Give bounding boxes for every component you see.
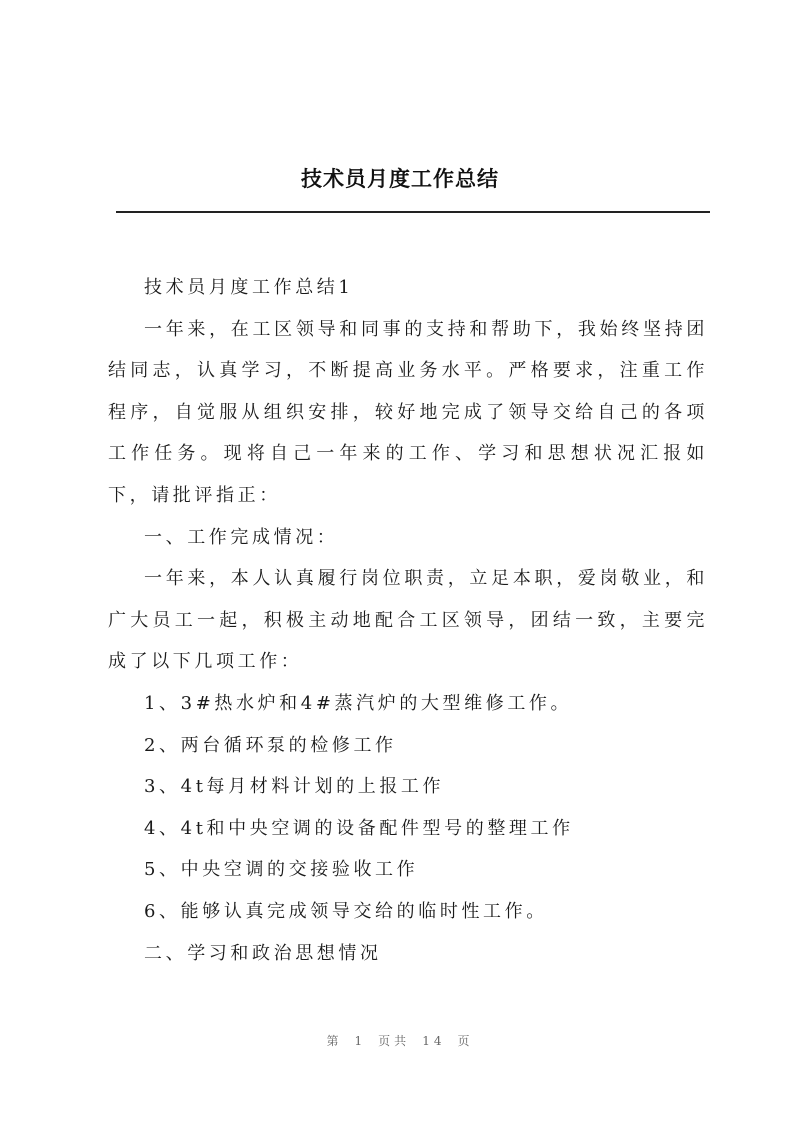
footer-suffix: 页	[457, 1034, 474, 1048]
section-heading: 一、工作完成情况：	[144, 526, 339, 548]
page-footer	[0, 1032, 800, 1050]
document-title: 技术员月度工作总结	[301, 167, 499, 191]
footer-prefix: 第	[326, 1034, 343, 1048]
footer-total-pages: 14	[422, 1034, 446, 1048]
list-item: 5、中央空调的交接验收工作	[144, 859, 419, 881]
list-item: 6、能够认真完成领导交给的临时性工作。	[144, 900, 548, 922]
body-paragraph: 一年来，本人认真履行岗位职责，立足本职，爱岗敬业，和广大员工一起，积极主动地配合工区领导，团结一致，主要完成了以下几项工作：	[108, 568, 708, 673]
section-heading: 技术员月度工作总结1	[144, 277, 354, 298]
document-body	[108, 267, 708, 974]
list-item: 2、两台循环泵的检修工作	[144, 734, 397, 756]
list-item: 1、3#热水炉和4#蒸汽炉的大型维修工作。	[144, 692, 573, 714]
section-heading: 二、学习和政治思想情况	[144, 942, 382, 964]
list-item: 4、4t和中央空调的设备配件型号的整理工作	[144, 817, 574, 839]
title-underline	[116, 211, 710, 213]
list-item: 3、4t每月材料计划的上报工作	[144, 776, 445, 798]
footer-page-number: 1	[354, 1034, 367, 1048]
footer-middle: 页共	[378, 1034, 411, 1048]
body-paragraph: 一年来，在工区领导和同事的支持和帮助下，我始终坚持团结同志，认真学习，不断提高业务水平。严格要求，注重工作程序，自觉服从组织安排，较好地完成了领导交给自己的各项工作任务。现将自己一年来的工作、学习和思想状况汇报如下，请批评指正：	[108, 318, 708, 506]
